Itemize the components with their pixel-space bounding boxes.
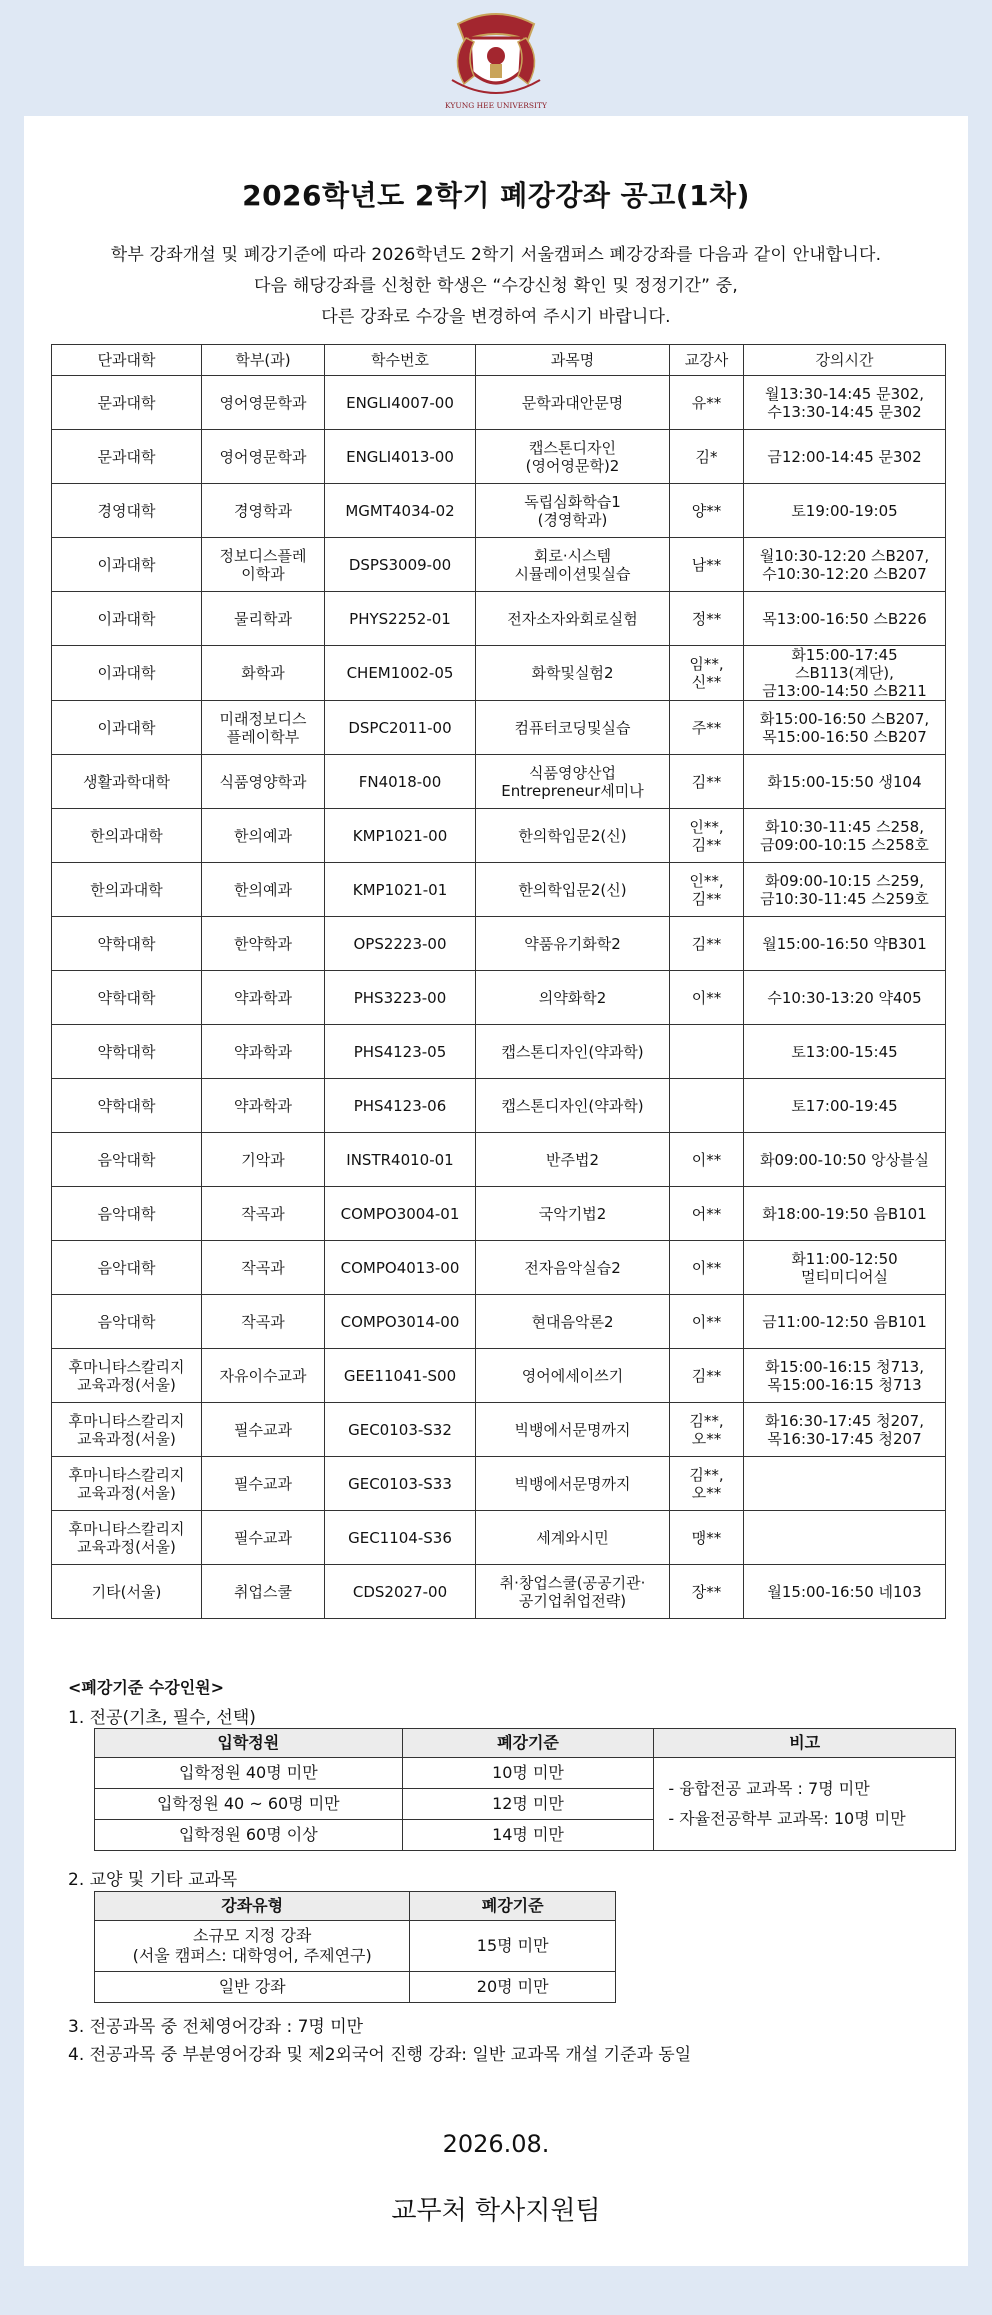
- course-code-cell: GEE11041-S00: [325, 1349, 476, 1403]
- course-name-cell: 화학및실험2: [476, 646, 670, 701]
- table-row: [52, 701, 946, 755]
- intro-line-1: 학부 강좌개설 및 폐강기준에 따라 2026학년도 2학기 서울캠퍼스 폐강강좌를 다음과 같이 안내합니다.: [110, 245, 882, 265]
- table-cell: 20명 미만: [410, 1972, 616, 2003]
- table-row: [52, 376, 946, 430]
- schedule-cell: 화15:00-16:15 청713, 목15:00-16:15 청713: [744, 1349, 946, 1403]
- schedule-cell: 금11:00-12:50 음B101: [744, 1295, 946, 1349]
- table-row: [52, 1187, 946, 1241]
- department-cell: 작곡과: [202, 1241, 325, 1295]
- column-header: 단과대학: [52, 345, 202, 376]
- table-cell: 14명 미만: [402, 1820, 654, 1851]
- table-body: [52, 376, 946, 1619]
- major-header-capacity: 입학정원: [95, 1729, 403, 1758]
- note-line: - 자율전공학부 교과목: 10명 미만: [668, 1809, 906, 1828]
- table-row: [52, 1295, 946, 1349]
- college-cell: 이과대학: [52, 538, 202, 592]
- department-cell: 한의예과: [202, 863, 325, 917]
- college-cell: 한의과대학: [52, 863, 202, 917]
- instructor-cell: 김**, 오**: [670, 1403, 744, 1457]
- college-cell: 후마니타스칼리지 교육과정(서울): [52, 1457, 202, 1511]
- college-cell: 후마니타스칼리지 교육과정(서울): [52, 1511, 202, 1565]
- schedule-cell: 화16:30-17:45 청207, 목16:30-17:45 청207: [744, 1403, 946, 1457]
- department-cell: 한약학과: [202, 917, 325, 971]
- table-row: [52, 484, 946, 538]
- instructor-cell: 김**: [670, 917, 744, 971]
- course-code-cell: DSPC2011-00: [325, 701, 476, 755]
- instructor-cell: 김**: [670, 1349, 744, 1403]
- major-header-threshold: 폐강기준: [402, 1729, 654, 1758]
- table-header-row: [52, 345, 946, 376]
- course-code-cell: ENGLI4007-00: [325, 376, 476, 430]
- table-cell: 10명 미만: [402, 1758, 654, 1789]
- cancelled-courses-table: [51, 344, 946, 1619]
- table-row: [52, 755, 946, 809]
- course-name-cell: 취·창업스쿨(공공기관· 공기업취업전략): [476, 1565, 670, 1619]
- schedule-cell: 화15:00-16:50 스B207, 목15:00-16:50 스B207: [744, 701, 946, 755]
- course-code-cell: COMPO3004-01: [325, 1187, 476, 1241]
- major-standards-table: [94, 1728, 956, 1851]
- table-row: [52, 538, 946, 592]
- course-name-cell: 국악기법2: [476, 1187, 670, 1241]
- course-code-cell: CDS2027-00: [325, 1565, 476, 1619]
- table-row: [52, 1241, 946, 1295]
- course-code-cell: CHEM1002-05: [325, 646, 476, 701]
- college-cell: 음악대학: [52, 1187, 202, 1241]
- course-name-cell: 한의학입문2(신): [476, 863, 670, 917]
- table-row: [52, 1133, 946, 1187]
- table-row: [52, 1457, 946, 1511]
- college-cell: 문과대학: [52, 376, 202, 430]
- table-row: [52, 917, 946, 971]
- column-header: 과목명: [476, 345, 670, 376]
- schedule-cell: 화09:00-10:50 앙상블실: [744, 1133, 946, 1187]
- course-code-cell: PHYS2252-01: [325, 592, 476, 646]
- table-row: [52, 1565, 946, 1619]
- course-name-cell: 전자소자와회로실험: [476, 592, 670, 646]
- table-cell: 15명 미만: [410, 1921, 616, 1972]
- intro-line-2: 다음 해당강좌를 신청한 학생은 “수강신청 확인 및 정정기간” 중,: [254, 276, 738, 296]
- notice-date: 2026.08.: [442, 2130, 550, 2158]
- department-cell: 영어영문학과: [202, 430, 325, 484]
- course-name-cell: 독립심화학습1 (경영학과): [476, 484, 670, 538]
- college-cell: 이과대학: [52, 646, 202, 701]
- table-row: [52, 809, 946, 863]
- note-line: - 융합전공 교과목 : 7명 미만: [668, 1779, 870, 1798]
- instructor-cell: 양**: [670, 484, 744, 538]
- instructor-cell: 김*: [670, 430, 744, 484]
- table-row: [52, 863, 946, 917]
- schedule-cell: 토17:00-19:45: [744, 1079, 946, 1133]
- instructor-cell: 김**: [670, 755, 744, 809]
- instructor-cell: 김**, 오**: [670, 1457, 744, 1511]
- university-crest-icon: [430, 10, 562, 114]
- instructor-cell: [670, 1025, 744, 1079]
- department-cell: 취업스쿨: [202, 1565, 325, 1619]
- table-row: [52, 646, 946, 701]
- schedule-cell: 금12:00-14:45 문302: [744, 430, 946, 484]
- course-code-cell: INSTR4010-01: [325, 1133, 476, 1187]
- course-code-cell: PHS4123-06: [325, 1079, 476, 1133]
- course-code-cell: COMPO4013-00: [325, 1241, 476, 1295]
- college-cell: 약학대학: [52, 917, 202, 971]
- college-cell: 경영대학: [52, 484, 202, 538]
- schedule-cell: 월15:00-16:50 네103: [744, 1565, 946, 1619]
- college-cell: 약학대학: [52, 1025, 202, 1079]
- department-cell: 필수교과: [202, 1457, 325, 1511]
- instructor-cell: [670, 1079, 744, 1133]
- liberal-header-type: 강좌유형: [95, 1892, 410, 1921]
- course-name-cell: 빅뱅에서문명까지: [476, 1403, 670, 1457]
- department-cell: 약과학과: [202, 1025, 325, 1079]
- college-cell: 음악대학: [52, 1295, 202, 1349]
- college-cell: 이과대학: [52, 592, 202, 646]
- table-row: [52, 1511, 946, 1565]
- table-row: [52, 1403, 946, 1457]
- instructor-cell: 인**, 김**: [670, 809, 744, 863]
- instructor-cell: 이**: [670, 1295, 744, 1349]
- standard-item-4: 4. 전공과목 중 부분영어강좌 및 제2외국어 진행 강좌: 일반 교과목 개설 기준과 동일: [68, 2045, 692, 2065]
- department-cell: 미래정보디스 플레이학부: [202, 701, 325, 755]
- course-code-cell: GEC0103-S32: [325, 1403, 476, 1457]
- department-cell: 작곡과: [202, 1295, 325, 1349]
- logo-text: KYUNG HEE UNIVERSITY: [445, 101, 547, 110]
- page-title: 2026학년도 2학기 폐강강좌 공고(1차): [242, 179, 750, 212]
- course-name-cell: 반주법2: [476, 1133, 670, 1187]
- table-cell: 입학정원 60명 이상: [95, 1820, 403, 1851]
- schedule-cell: 월13:30-14:45 문302, 수13:30-14:45 문302: [744, 376, 946, 430]
- college-cell: 음악대학: [52, 1241, 202, 1295]
- table-cell: 일반 강좌: [95, 1972, 410, 2003]
- instructor-cell: 어**: [670, 1187, 744, 1241]
- table-row: [52, 1079, 946, 1133]
- college-cell: 후마니타스칼리지 교육과정(서울): [52, 1349, 202, 1403]
- department-cell: 작곡과: [202, 1187, 325, 1241]
- department-cell: 자유이수교과: [202, 1349, 325, 1403]
- course-name-cell: 영어에세이쓰기: [476, 1349, 670, 1403]
- college-cell: 후마니타스칼리지 교육과정(서울): [52, 1403, 202, 1457]
- department-cell: 화학과: [202, 646, 325, 701]
- liberal-standards-table: [94, 1891, 616, 2003]
- instructor-cell: 이**: [670, 1241, 744, 1295]
- intro-line-3: 다른 강좌로 수강을 변경하여 주시기 바랍니다.: [321, 307, 671, 327]
- course-name-cell: 세계와시민: [476, 1511, 670, 1565]
- course-code-cell: GEC0103-S33: [325, 1457, 476, 1511]
- standard-item-3: 3. 전공과목 중 전체영어강좌 : 7명 미만: [68, 2017, 364, 2037]
- course-name-cell: 전자음악실습2: [476, 1241, 670, 1295]
- table-cell: 12명 미만: [402, 1789, 654, 1820]
- schedule-cell: 목13:00-16:50 스B226: [744, 592, 946, 646]
- course-code-cell: ENGLI4013-00: [325, 430, 476, 484]
- course-code-cell: COMPO3014-00: [325, 1295, 476, 1349]
- department-cell: 정보디스플레 이학과: [202, 538, 325, 592]
- instructor-cell: 유**: [670, 376, 744, 430]
- course-code-cell: DSPS3009-00: [325, 538, 476, 592]
- standards-heading: <폐강기준 수강인원>: [68, 1678, 225, 1697]
- table-row: [52, 592, 946, 646]
- course-name-cell: 컴퓨터코딩및실습: [476, 701, 670, 755]
- schedule-cell: [744, 1511, 946, 1565]
- instructor-cell: 임**, 신**: [670, 646, 744, 701]
- course-name-cell: 캡스톤디자인 (영어영문학)2: [476, 430, 670, 484]
- table-row: [52, 971, 946, 1025]
- course-name-cell: 회로·시스템 시뮬레이션및실습: [476, 538, 670, 592]
- department-cell: 물리학과: [202, 592, 325, 646]
- course-code-cell: MGMT4034-02: [325, 484, 476, 538]
- course-code-cell: GEC1104-S36: [325, 1511, 476, 1565]
- department-cell: 경영학과: [202, 484, 325, 538]
- instructor-cell: 남**: [670, 538, 744, 592]
- standard-item-1: 1. 전공(기초, 필수, 선택): [68, 1708, 256, 1728]
- table-row: [52, 430, 946, 484]
- major-header-note: 비고: [654, 1729, 956, 1758]
- department-cell: 기악과: [202, 1133, 325, 1187]
- course-name-cell: 의약화학2: [476, 971, 670, 1025]
- schedule-cell: 화09:00-10:15 스259, 금10:30-11:45 스259호: [744, 863, 946, 917]
- schedule-cell: 토13:00-15:45: [744, 1025, 946, 1079]
- table-row: [52, 1349, 946, 1403]
- table-cell: 소규모 지정 강좌 (서울 캠퍼스: 대학영어, 주제연구): [95, 1921, 410, 1972]
- schedule-cell: 월10:30-12:20 스B207, 수10:30-12:20 스B207: [744, 538, 946, 592]
- college-cell: 생활과학대학: [52, 755, 202, 809]
- schedule-cell: 화10:30-11:45 스258, 금09:00-10:15 스258호: [744, 809, 946, 863]
- instructor-cell: 이**: [670, 971, 744, 1025]
- college-cell: 기타(서울): [52, 1565, 202, 1619]
- course-name-cell: 캡스톤디자인(약과학): [476, 1025, 670, 1079]
- schedule-cell: 월15:00-16:50 약B301: [744, 917, 946, 971]
- schedule-cell: [744, 1457, 946, 1511]
- department-cell: 식품영양학과: [202, 755, 325, 809]
- college-cell: 약학대학: [52, 971, 202, 1025]
- college-cell: 약학대학: [52, 1079, 202, 1133]
- intro-text: [24, 240, 968, 333]
- department-cell: 필수교과: [202, 1403, 325, 1457]
- college-cell: 이과대학: [52, 701, 202, 755]
- course-code-cell: KMP1021-00: [325, 809, 476, 863]
- department-cell: 약과학과: [202, 1079, 325, 1133]
- department-cell: 필수교과: [202, 1511, 325, 1565]
- course-name-cell: 한의학입문2(신): [476, 809, 670, 863]
- department-cell: 영어영문학과: [202, 376, 325, 430]
- column-header: 교강사: [670, 345, 744, 376]
- notice-document: [24, 116, 968, 2266]
- course-code-cell: PHS3223-00: [325, 971, 476, 1025]
- department-cell: 약과학과: [202, 971, 325, 1025]
- college-cell: 음악대학: [52, 1133, 202, 1187]
- major-notes: [654, 1758, 956, 1851]
- standard-item-2: 2. 교양 및 기타 교과목: [68, 1870, 238, 1890]
- schedule-cell: 화15:00-15:50 생104: [744, 755, 946, 809]
- schedule-cell: 화15:00-17:45 스B113(계단), 금13:00-14:50 스B211: [744, 646, 946, 701]
- table-cell: 입학정원 40명 미만: [95, 1758, 403, 1789]
- column-header: 학수번호: [325, 345, 476, 376]
- column-header: 학부(과): [202, 345, 325, 376]
- course-name-cell: 현대음악론2: [476, 1295, 670, 1349]
- schedule-cell: 화18:00-19:50 음B101: [744, 1187, 946, 1241]
- issuing-office: 교무처 학사지원팀: [391, 2196, 601, 2226]
- college-cell: 한의과대학: [52, 809, 202, 863]
- course-code-cell: PHS4123-05: [325, 1025, 476, 1079]
- schedule-cell: 화11:00-12:50 멀티미디어실: [744, 1241, 946, 1295]
- liberal-header-threshold: 폐강기준: [410, 1892, 616, 1921]
- college-cell: 문과대학: [52, 430, 202, 484]
- department-cell: 한의예과: [202, 809, 325, 863]
- course-name-cell: 빅뱅에서문명까지: [476, 1457, 670, 1511]
- schedule-cell: 수10:30-13:20 약405: [744, 971, 946, 1025]
- table-row: [52, 1025, 946, 1079]
- instructor-cell: 주**: [670, 701, 744, 755]
- course-name-cell: 식품영양산업 Entrepreneur세미나: [476, 755, 670, 809]
- instructor-cell: 맹**: [670, 1511, 744, 1565]
- course-name-cell: 약품유기화학2: [476, 917, 670, 971]
- course-code-cell: KMP1021-01: [325, 863, 476, 917]
- table-cell: 입학정원 40 ~ 60명 미만: [95, 1789, 403, 1820]
- column-header: 강의시간: [744, 345, 946, 376]
- instructor-cell: 장**: [670, 1565, 744, 1619]
- course-name-cell: 캡스톤디자인(약과학): [476, 1079, 670, 1133]
- instructor-cell: 정**: [670, 592, 744, 646]
- instructor-cell: 인**, 김**: [670, 863, 744, 917]
- schedule-cell: 토19:00-19:05: [744, 484, 946, 538]
- course-code-cell: FN4018-00: [325, 755, 476, 809]
- course-name-cell: 문학과대안문명: [476, 376, 670, 430]
- instructor-cell: 이**: [670, 1133, 744, 1187]
- course-code-cell: OPS2223-00: [325, 917, 476, 971]
